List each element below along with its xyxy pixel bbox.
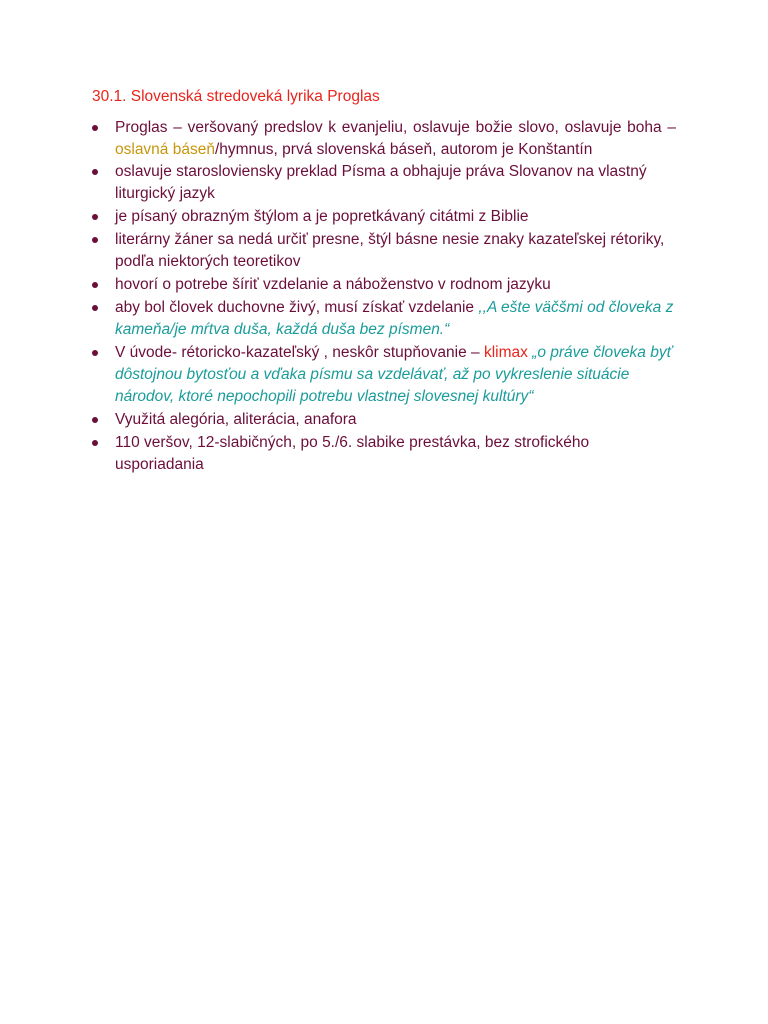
item-text: oslavuje starosloviensky preklad Písma a obhajuje práva Slovanov na vlastný liturgický jazyk — [115, 163, 647, 202]
bullet-icon — [92, 237, 98, 243]
bullet-icon — [92, 282, 98, 288]
list-item — [92, 206, 676, 228]
bullet-icon — [92, 125, 98, 131]
list-item — [92, 342, 676, 408]
item-text: literárny žáner sa nedá určiť presne, štýl básne nesie znaky kazateľskej rétoriky, podľa niektorých teoretikov — [115, 231, 665, 270]
item-text: Využitá alegória, aliterácia, anafora — [115, 411, 357, 428]
list-item — [92, 432, 676, 476]
bullet-icon — [92, 169, 98, 175]
bullet-icon — [92, 350, 98, 356]
list-item — [92, 161, 676, 205]
quote-text: ,,A ešte väčšmi od človeka z kameňa/je mŕtva duša, každá duša bez písmen.“ — [115, 299, 674, 338]
quote-text: „o práve človeka byť dôstojnou bytosťou a vďaka písmu sa vzdelávať, až po vykreslenie situácie národov, ktoré nepochopili potrebu vlastnej slovesnej kultúry“ — [115, 344, 673, 405]
list-item — [92, 274, 676, 296]
bullet-icon — [92, 305, 98, 311]
bullet-list — [92, 117, 676, 477]
item-text: hovorí o potrebe šíriť vzdelanie a náboženstvo v rodnom jazyku — [115, 276, 551, 293]
item-text: 110 veršov, 12-slabičných, po 5./6. slabike prestávka, bez strofického usporiadania — [115, 434, 590, 473]
section-heading: 30.1. Slovenská stredoveká lyrika Proglas — [92, 88, 380, 105]
item-text: aby bol človek duchovne živý, musí získať vzdelanie — [115, 299, 479, 316]
item-text: /hymnus, prvá slovenská báseň, autorom je Konštantín — [214, 141, 593, 158]
item-text: Proglas – veršovaný predslov k evanjeliu, oslavuje božie slovo, oslavuje boha – — [115, 119, 676, 136]
bullet-icon — [92, 417, 98, 423]
highlight-text: oslavná báseň — [115, 141, 215, 158]
bullet-icon — [92, 440, 98, 446]
item-text: je písaný obrazným štýlom a je popretkávaný citátmi z Biblie — [115, 208, 529, 225]
list-item — [92, 409, 676, 431]
list-item — [92, 117, 676, 161]
keyword-text: klimax — [483, 344, 528, 361]
list-item — [92, 297, 676, 341]
bullet-icon — [92, 214, 98, 220]
item-text: V úvode- rétoricko-kazateľský , neskôr stupňovanie – — [115, 344, 484, 361]
list-item — [92, 229, 676, 273]
